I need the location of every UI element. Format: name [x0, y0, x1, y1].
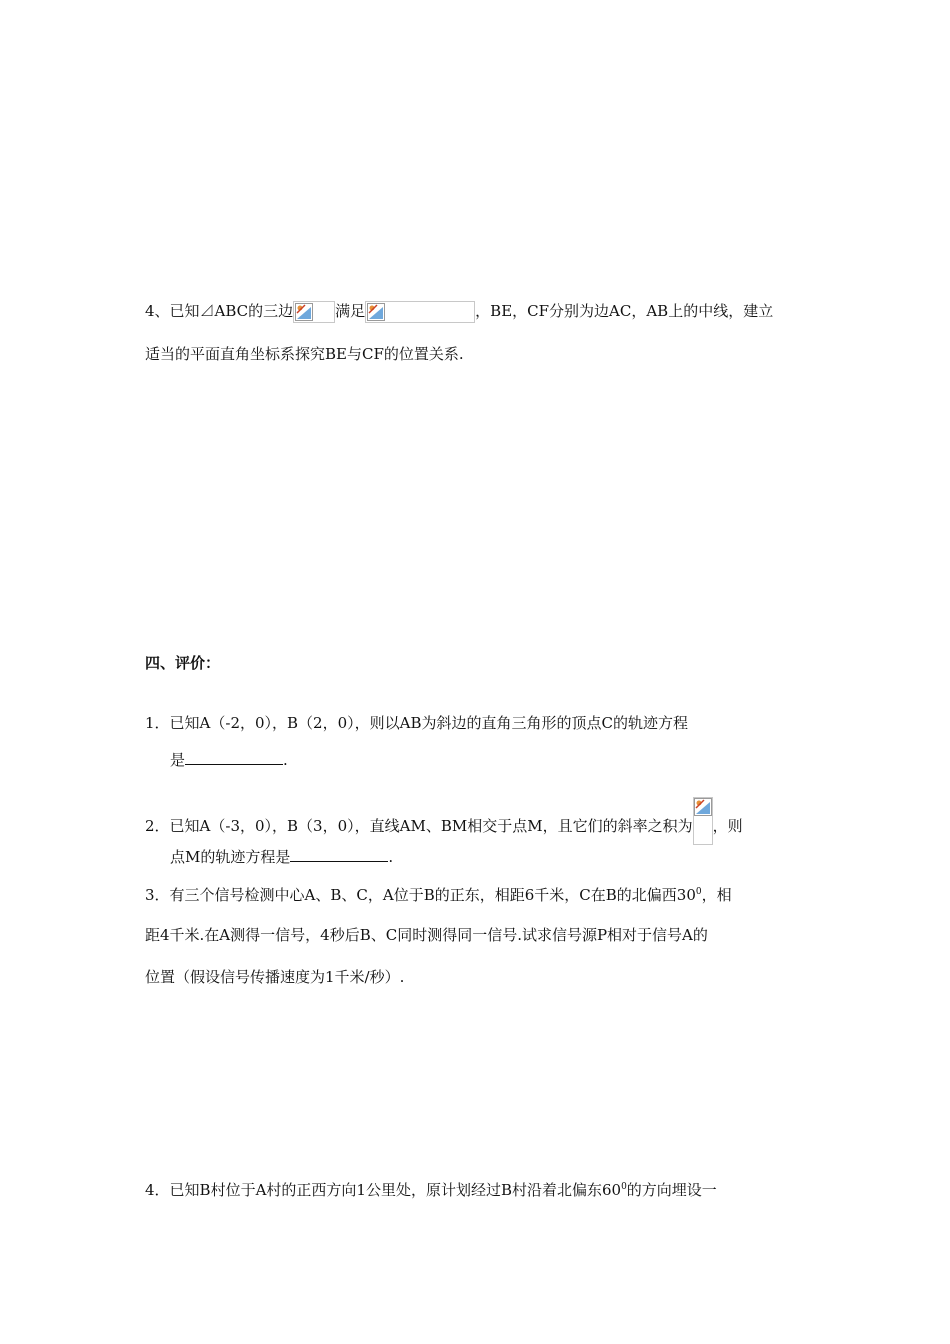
- question-4-line-1: [145, 1177, 717, 1200]
- question-2-text-d: .: [388, 848, 394, 866]
- problem-4-line-2: 适当的平面直角坐标系探究BE与CF的位置关系.: [145, 345, 464, 363]
- problem-4-text-a: 4、已知⊿ABC的三边: [145, 302, 294, 320]
- broken-image-icon: [694, 798, 712, 816]
- broken-image-icon: [295, 303, 313, 321]
- question-1-text-a: 是: [170, 751, 186, 769]
- broken-image-icon: [367, 303, 385, 321]
- question-3-line-3: 位置（假设信号传播速度为1千米/秒）.: [145, 968, 405, 986]
- formula-image-sides: [293, 301, 335, 323]
- question-3-line-2: 距4千米.在A测得一信号，4秒后B、C同时测得同一信号.试求信号源P相对于信号A的: [145, 926, 708, 944]
- question-1-line-1: 1．已知A（-2，0），B（2，0），则以AB为斜边的直角三角形的顶点C的轨迹方程: [145, 714, 688, 732]
- formula-image-slope-product: [693, 797, 713, 845]
- formula-image-condition: [365, 301, 475, 323]
- answer-blank[interactable]: [290, 847, 388, 862]
- question-1-text-b: .: [283, 751, 288, 769]
- question-2-line-2: [170, 847, 393, 867]
- question-2-text-b: ，则: [712, 817, 743, 835]
- problem-4-line-1: [145, 301, 773, 323]
- problem-4-text-b: 满足: [335, 302, 366, 320]
- degree-superscript: 0: [695, 887, 702, 897]
- question-1-line-2: [170, 750, 288, 770]
- question-4-text-b: 的方向埋设一: [626, 1181, 717, 1199]
- problem-4-text-c: ，BE，CF分别为边AC，AB上的中线，建立: [475, 302, 774, 320]
- degree-superscript: 0: [621, 1182, 627, 1192]
- question-4-text-a: 4．已知B村位于A村的正西方向1公里处，原计划经过B村沿着北偏东60: [145, 1181, 622, 1199]
- answer-blank[interactable]: [185, 750, 283, 765]
- question-3-text-a: 3．有三个信号检测中心A、B、C，A位于B的正东，相距6千米，C在B的北偏西30: [145, 886, 696, 904]
- question-2-text-a: 2．已知A（-3，0），B（3，0），直线AM、BM相交于点M，且它们的斜率之积为: [145, 817, 693, 835]
- question-2-text-c: 点M的轨迹方程是: [170, 848, 291, 866]
- question-3-text-b: ，相: [701, 886, 732, 904]
- section-title-evaluation: 四、评价：: [145, 654, 221, 672]
- question-3-line-1: [145, 882, 732, 905]
- question-2-line-1: [145, 797, 743, 845]
